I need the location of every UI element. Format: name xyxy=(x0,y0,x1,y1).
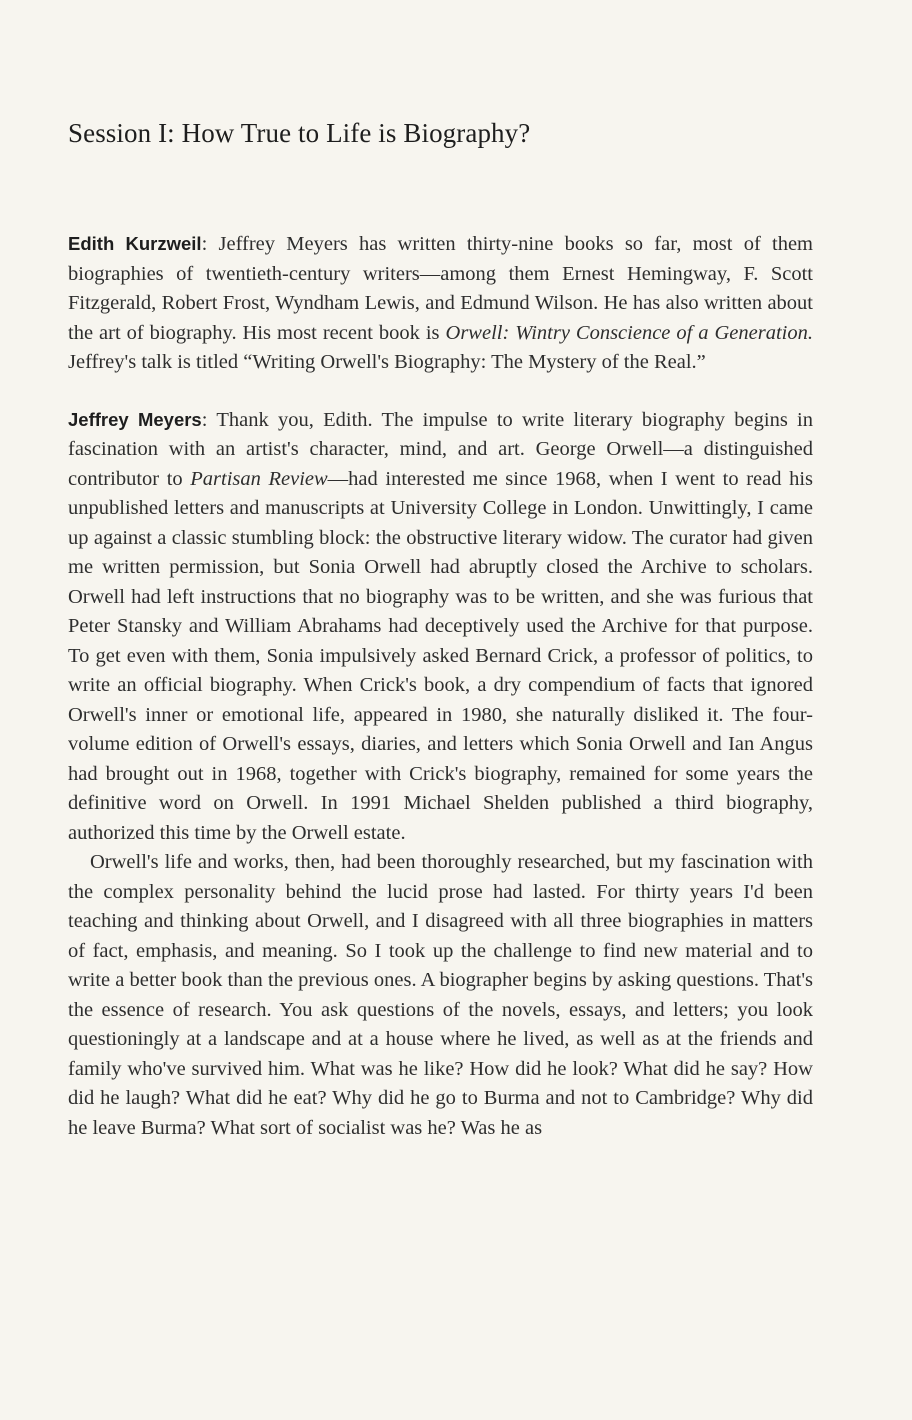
page-content xyxy=(68,118,813,1143)
session-title: Session I: How True to Life is Biography? xyxy=(68,118,531,148)
transcript-body xyxy=(68,229,813,1143)
speaker-name: Jeffrey Meyers xyxy=(68,408,202,430)
speaker-colon: : xyxy=(201,408,217,431)
speaker-colon: : xyxy=(201,233,219,255)
speaker-name: Edith Kurzweil xyxy=(68,233,202,254)
journal-title: Partisan Review xyxy=(190,467,328,490)
paragraph-meyers xyxy=(68,405,813,849)
paragraph-text: Jeffrey's talk is titled “Writing Orwell's Biography: The Mystery of the Real.” xyxy=(68,351,706,373)
paragraph-text: Thank you, Edith. The impulse to write literary biography begins in fascination with an artist's character, mind, and art. George Orwell—a distinguished contributor to xyxy=(68,408,814,490)
paragraph-text: Jeffrey Meyers has written thirty-nine books so far, most of them biographies of twentieth-century writers—among them Ernest Hemingway, F. Scott Fitzgerald, Robert Frost, Wyndham Lewis, and Edmund Wilson. He has also written about the art of biography. His most recent book is xyxy=(68,233,813,344)
book-title: Orwell: Wintry Conscience of a Generation. xyxy=(445,321,814,344)
paragraph-kurzweil xyxy=(68,229,813,378)
paragraph-continuation: Orwell's life and works, then, had been thoroughly researched, but my fascination with the complex personality behind the lucid prose had lasted. For thirty years I'd been teaching and thinking about Orwell, and I disagreed with all three biographies in matters of fact, emphasis, and meaning. So I took up the challenge to find new material and to write a better book than the previous ones. A biographer begins by asking questions. That's the essence of research. You ask questions of the novels, essays, and letters; you look questioningly at a landscape and at a house where he lived, as well as at the friends and family who've survived him. What was he like? How did he look? What did he say? How did he laugh? What did he eat? Why did he go to Burma and not to Cambridge? Why did he leave Burma? What sort of socialist was he? Was he as xyxy=(68,851,813,1139)
paragraph-text: —had interested me since 1968, when I went to read his unpublished letters and manuscripts at University College in London. Unwittingly, I came up against a classic stumbling block: the obstructive literary widow. The curator had given me written permission, but Sonia Orwell had abruptly closed the Archive to scholars. Orwell had left instructions that no biography was to be written, and she was furious that Peter Stansky and William Abrahams had deceptively used the Archive for that purpose. To get even with them, Sonia impulsively asked Bernard Crick, a professor of politics, to write an official biography. When Crick's book, a dry compendium of facts that ignored Orwell's inner or emotional life, appeared in 1980, she naturally disliked it. The four-volume edition of Orwell's essays, diaries, and letters which Sonia Orwell and Ian Angus had brought out in 1968, together with Crick's biography, remained for some years the definitive word on Orwell. In 1991 Michael Shelden published a third biography, authorized this time by the Orwell estate. xyxy=(68,467,813,844)
